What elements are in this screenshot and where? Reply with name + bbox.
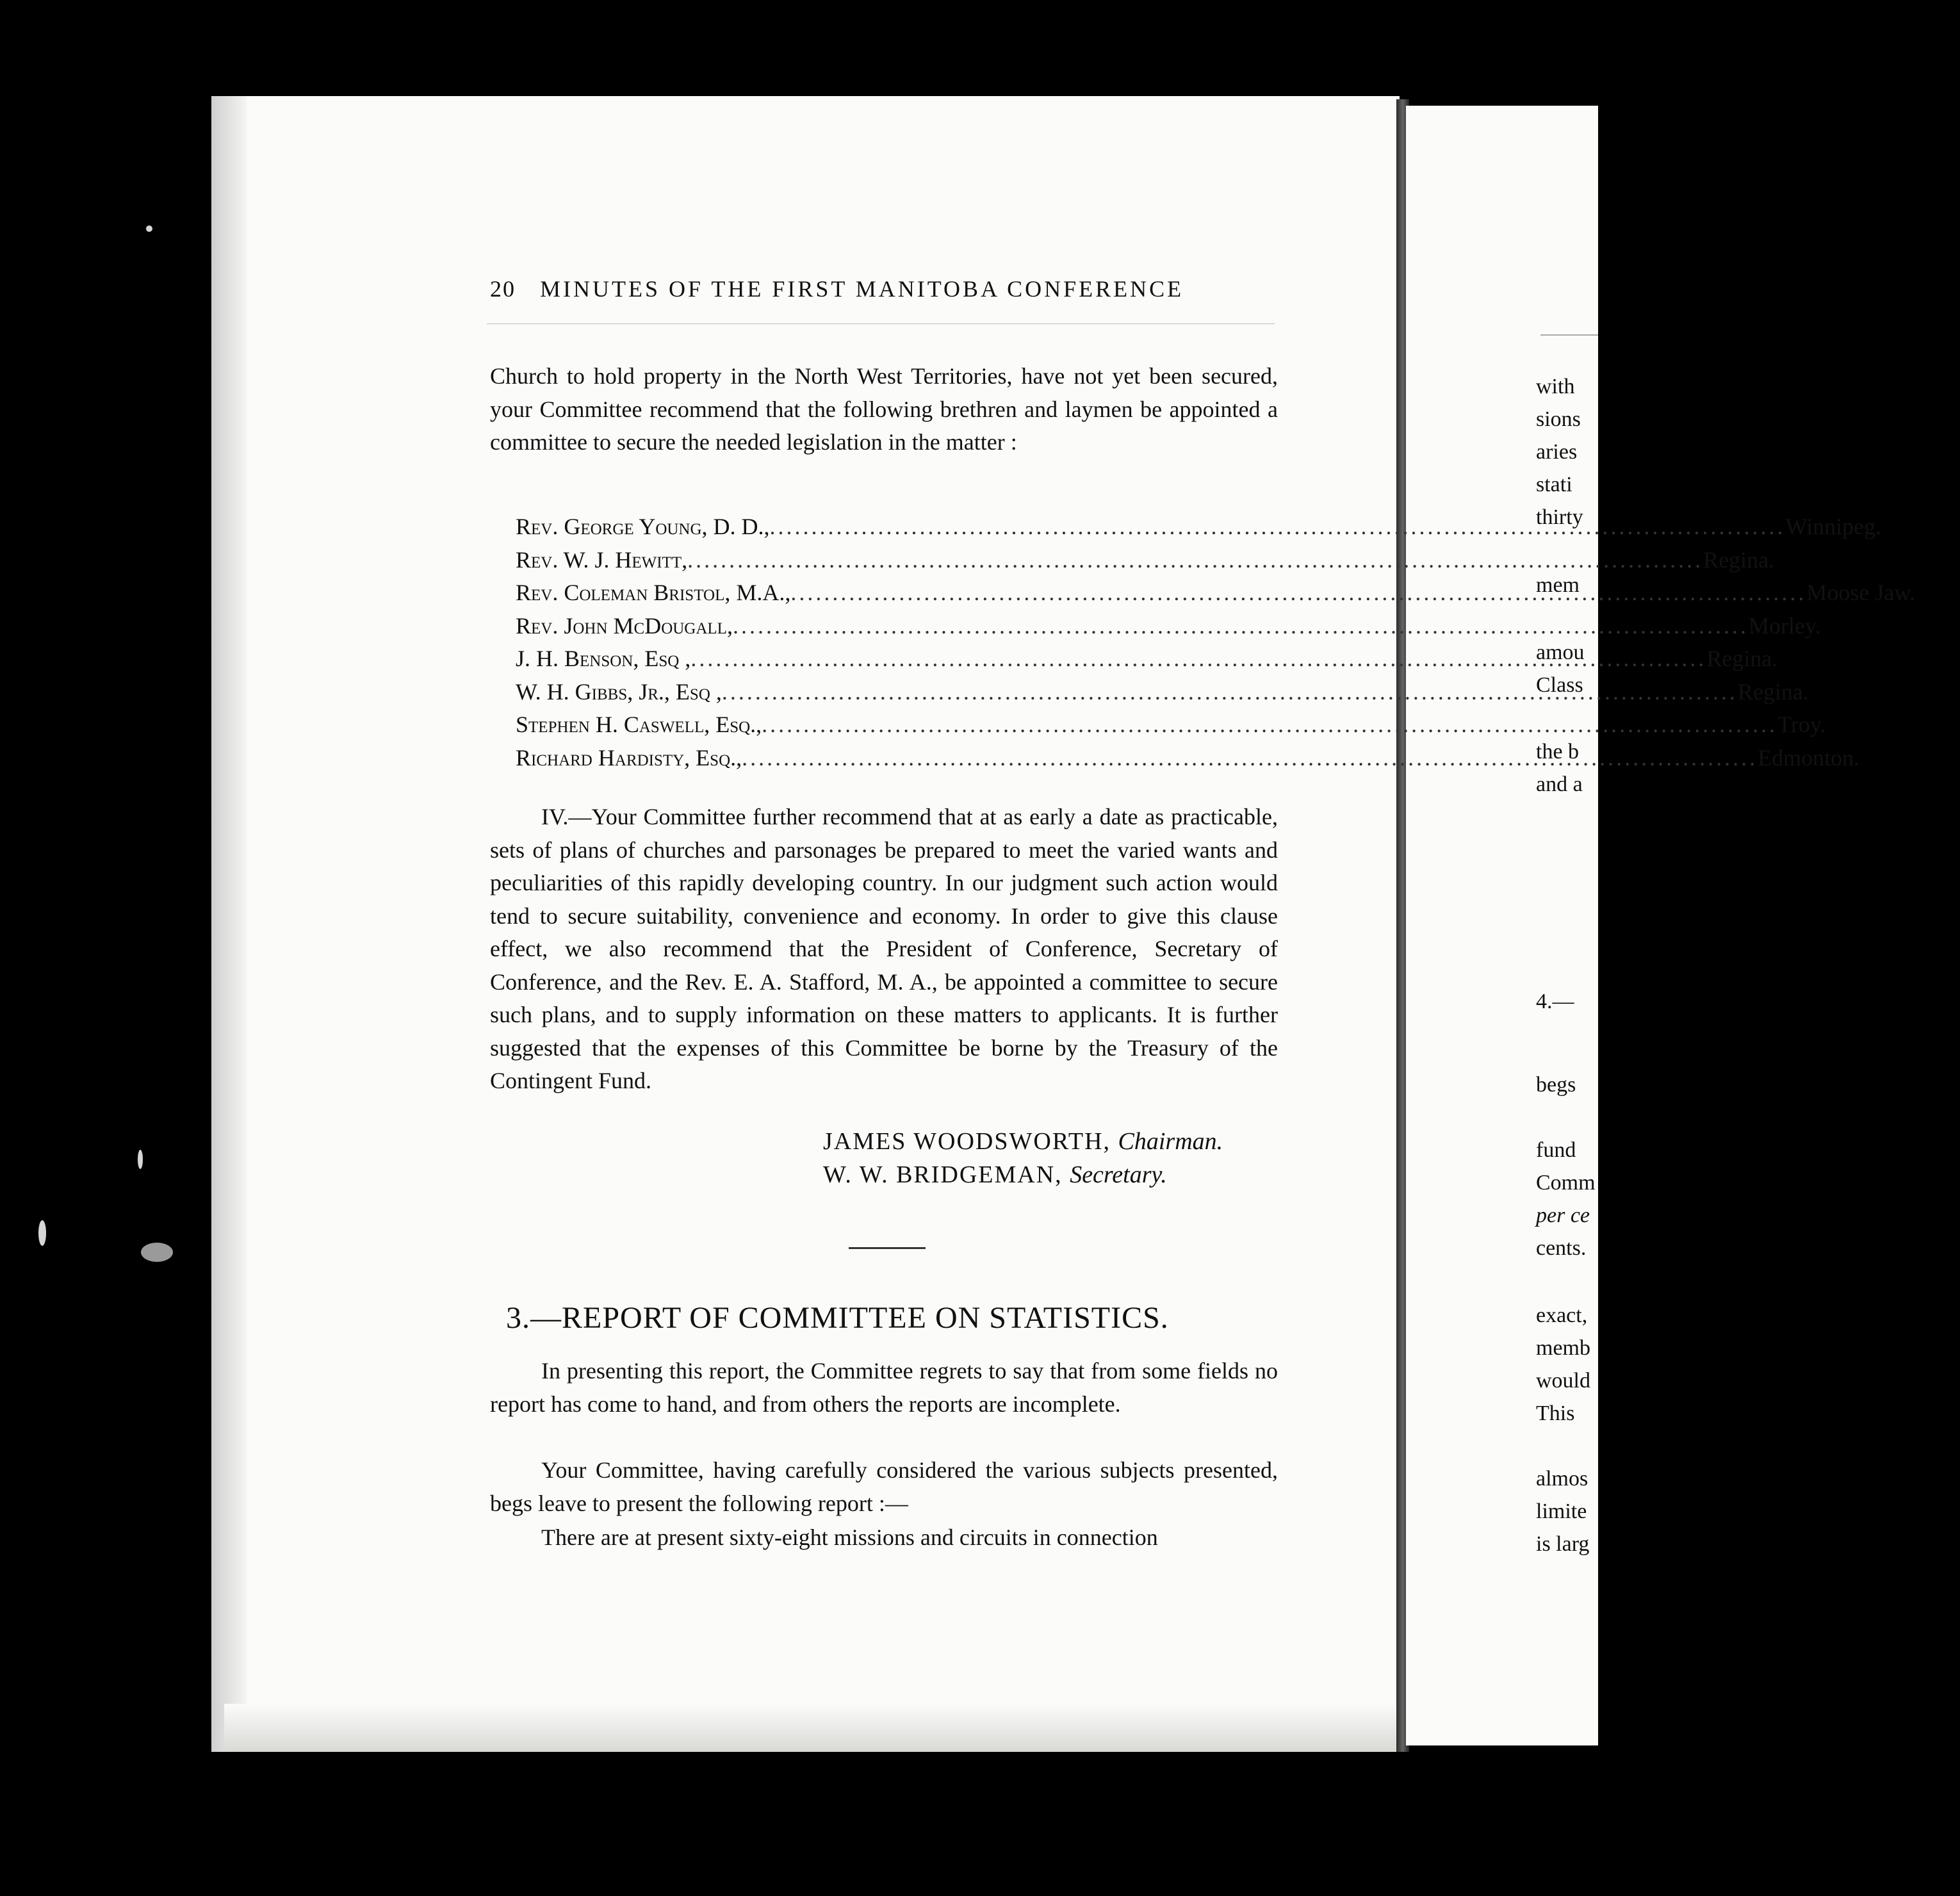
intro-paragraph: Church to hold property in the North West Territories, have not yet been secured, your Committee recommend that the following brethren and laymen be appointed a committee to secure the needed legislation in the matter : xyxy=(490,363,1278,455)
member-name: W. H. Gibbs, Jr., Esq , xyxy=(516,678,722,705)
right-page-fragment: amou xyxy=(1536,641,1585,664)
right-page-fragment: sions xyxy=(1536,407,1581,431)
leader-dots xyxy=(770,511,1786,544)
member-place: Edmonton. xyxy=(1758,744,1860,771)
right-page-fragment: limite xyxy=(1536,1500,1587,1523)
leader-dots xyxy=(762,708,1777,742)
header-rule xyxy=(487,323,1275,324)
right-page-fragment: cents. xyxy=(1536,1236,1587,1260)
leader-dots xyxy=(687,544,1703,577)
right-page-fragment: fund xyxy=(1536,1138,1576,1162)
right-page-fragment: begs xyxy=(1536,1073,1576,1097)
member-name: Rev. Coleman Bristol, M.A., xyxy=(516,580,791,605)
member-name: Rev. John McDougall, xyxy=(516,612,733,639)
right-page-fragment: with xyxy=(1536,375,1575,398)
signatory-name: JAMES WOODSWORTH, xyxy=(823,1128,1111,1155)
roster-row xyxy=(516,708,1826,742)
member-place: Regina. xyxy=(1737,678,1809,705)
member-name: J. H. Benson, Esq , xyxy=(516,646,691,671)
running-header xyxy=(490,275,1207,302)
member-name: Rev. W. J. Hewitt, xyxy=(516,546,688,573)
right-page-fragment: almos xyxy=(1536,1467,1588,1491)
leader-dots xyxy=(722,676,1738,709)
member-place: Winnipeg. xyxy=(1785,514,1882,539)
right-page-fragment: would xyxy=(1536,1369,1590,1393)
leader-dots xyxy=(742,742,1758,775)
scan-speck xyxy=(141,1243,173,1262)
leader-dots xyxy=(733,610,1749,643)
roster-row xyxy=(516,544,1775,577)
right-page-fragment: is larg xyxy=(1536,1532,1590,1556)
section-paragraph: In presenting this report, the Committee regrets to say that from some fields no report has come to hand, and from others the reports are incomplete. xyxy=(490,1358,1278,1417)
right-page-fragment: and a xyxy=(1536,772,1583,796)
signatory-role: Secretary. xyxy=(1070,1161,1167,1188)
right-page-rule xyxy=(1540,334,1598,336)
running-title: MINUTES OF THE FIRST MANITOBA CONFERENCE xyxy=(540,276,1184,302)
section-paragraph: There are at present sixty-eight missions and circuits in connection xyxy=(541,1524,1158,1550)
scan-speck xyxy=(138,1150,143,1169)
page-left-edge xyxy=(211,96,247,1752)
right-page-fragment: per ce xyxy=(1536,1204,1590,1227)
member-place: Troy. xyxy=(1777,712,1826,737)
member-name: Stephen H. Caswell, Esq., xyxy=(516,712,762,737)
member-place: Regina. xyxy=(1706,646,1778,671)
right-page-fragment: Comm xyxy=(1536,1171,1596,1195)
signatory-role: Chairman. xyxy=(1118,1128,1223,1155)
member-place: Morley. xyxy=(1748,612,1821,639)
right-page-fragment: 4.— xyxy=(1536,990,1574,1013)
right-page-fragment: This xyxy=(1536,1402,1575,1425)
right-page-fragment: mem xyxy=(1536,573,1580,597)
right-page-fragment: aries xyxy=(1536,440,1578,464)
scan-speck xyxy=(146,225,152,232)
right-page-fragment: Class xyxy=(1536,673,1583,697)
clause-iv-paragraph: IV.—Your Committee further recommend that at as early a date as practicable, sets of plans of churches and parsonages be prepared to meet the varied wants and peculiarities of this rapidly developing country. In our judgment such action would tend to secure suitability, convenience and economy. In order to give this clause effect, we also recommend that the President of Conference, Secretary of Conference, and the Rev. E. A. Stafford, M. A., be appointed a committee to secure such plans, and to supply information on these matters to applicants. It is further suggested that the expenses of this Committee be borne by the Treasury of the Contingent Fund. xyxy=(490,804,1278,1093)
right-page-fragment: the b xyxy=(1536,740,1580,764)
signature-chairman xyxy=(823,1127,1223,1156)
signatory-name: W. W. BRIDGEMAN, xyxy=(823,1161,1063,1188)
section-paragraph: Your Committee, having carefully considered the various subjects presented, begs leave to present the following report :— xyxy=(490,1457,1278,1516)
roster-row xyxy=(516,610,1821,643)
signature-secretary xyxy=(823,1161,1167,1189)
member-place: Regina. xyxy=(1703,546,1775,573)
section-title: 3.—REPORT OF COMMITTEE ON STATISTICS. xyxy=(506,1301,1169,1335)
member-name: Richard Hardisty, Esq., xyxy=(516,744,742,771)
scan-speck xyxy=(38,1220,46,1246)
right-page-fragment: memb xyxy=(1536,1336,1590,1360)
right-page-fragment: exact, xyxy=(1536,1304,1588,1327)
member-place: Moose Jaw. xyxy=(1806,580,1916,605)
page-number: 20 xyxy=(490,276,516,302)
member-name: Rev. George Young, D. D., xyxy=(516,514,770,539)
right-page-fragment: stati xyxy=(1536,473,1572,496)
section-divider xyxy=(849,1247,926,1249)
leader-dots xyxy=(790,576,1806,610)
page-bottom-edge xyxy=(224,1704,1396,1752)
right-page-fragment: thirty xyxy=(1536,505,1583,529)
